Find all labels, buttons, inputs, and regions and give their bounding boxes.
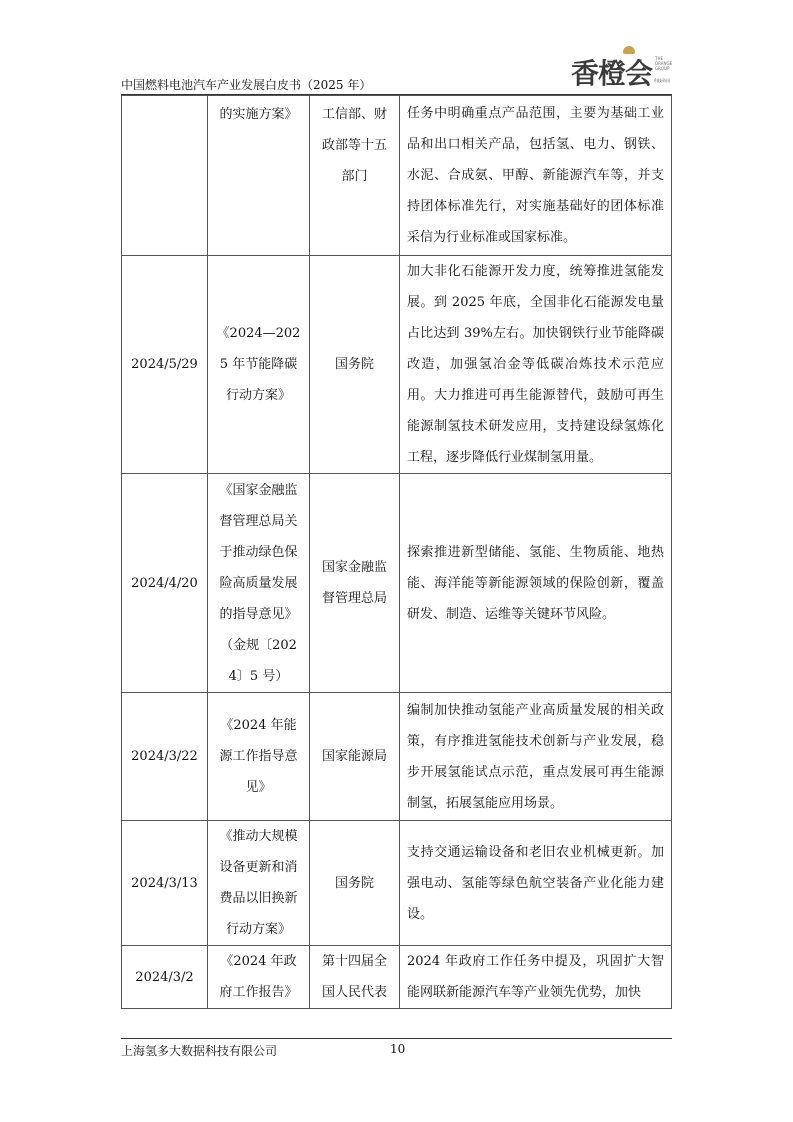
issuer-cell: 国务院 [310,821,400,946]
issuer-cell: 工信部、财政部等十五部门 [310,96,400,256]
document-header-title: 中国燃料电池汽车产业发展白皮书（2025 年） [121,78,372,92]
logo-english-name: THE ORANGE GROUP [655,56,673,71]
date-cell: 2024/5/29 [122,256,208,474]
description-cell: 加大非化石能源开发力度，统筹推进氢能发展。到 2025 年底，全国非化石能源发电量占比达到 39%左右。加快钢铁行业节能降碳改造，加强氢冶金等低碳冶炼技术示范应用。大力推进可再生能源替代，鼓励可再生能源制氢技术研发应用，支持建设绿氢炼化工程，逐步降低行业煤制氢用量。 [400,256,672,474]
table-row [122,821,672,946]
date-cell: 2024/4/20 [122,474,208,693]
date-cell [122,96,208,256]
description-cell: 探索推进新型储能、氢能、生物质能、地热能、海洋能等新能源领域的保险创新，覆盖研发、制造、运维等关键环节风险。 [400,474,672,693]
policy-table [121,95,672,1009]
description-cell: 任务中明确重点产品范围，主要为基础工业品和出口相关产品，包括氢、电力、钢铁、水泥、合成氨、甲醇、新能源汽车等，并支持团体标准先行，对实施基础好的团体标准采信为行业标准或国家标准。 [400,96,672,256]
table-row [122,693,672,821]
table-row [122,474,672,693]
table-row [122,96,672,256]
table-row [122,256,672,474]
policy-name-cell: 《2024 年能源工作指导意见》 [208,693,310,821]
footer-company-name: 上海氢多大数据科技有限公司 [121,1044,278,1058]
logo-wordmark: 香橙会 [571,57,653,90]
issuer-cell: 国家能源局 [310,693,400,821]
date-cell: 2024/3/13 [122,821,208,946]
policy-name-cell: 《推动大规模设备更新和消费品以旧换新行动方案》 [208,821,310,946]
issuer-cell: 第十四届全国人民代表 [310,946,400,1009]
orange-group-logo [571,50,677,88]
description-cell: 支持交通运输设备和老旧农业机械更新。加强电动、氢能等绿色航空装备产业化能力建设。 [400,821,672,946]
policy-name-cell: 《2024—2025 年节能降碳行动方案》 [208,256,310,474]
page-number: 10 [390,1042,406,1056]
description-cell: 编制加快推动氢能产业高质量发展的相关政策，有序推进氢能技术创新与产业发展，稳步开展氢能试点示范，重点发展可再生能源制氢，拓展氢能应用场景。 [400,693,672,821]
issuer-cell: 国务院 [310,256,400,474]
footer-divider [121,1038,672,1039]
policy-name-cell: 《2024 年政府工作报告》 [208,946,310,1009]
policy-name-cell: 的实施方案》 [208,96,310,256]
date-cell: 2024/3/22 [122,693,208,821]
policy-name-cell: 《国家金融监督管理总局关于推动绿色保险高质量发展的指导意见》（金规〔2024〕5 号） [208,474,310,693]
date-cell: 2024/3/2 [122,946,208,1009]
description-cell: 2024 年政府工作任务中提及，巩固扩大智能网联新能源汽车等产业领先优势，加快 [400,946,672,1009]
logo-subtitle: 科技资讯 [654,78,670,83]
issuer-cell: 国家金融监督管理总局 [310,474,400,693]
table-row [122,946,672,1009]
